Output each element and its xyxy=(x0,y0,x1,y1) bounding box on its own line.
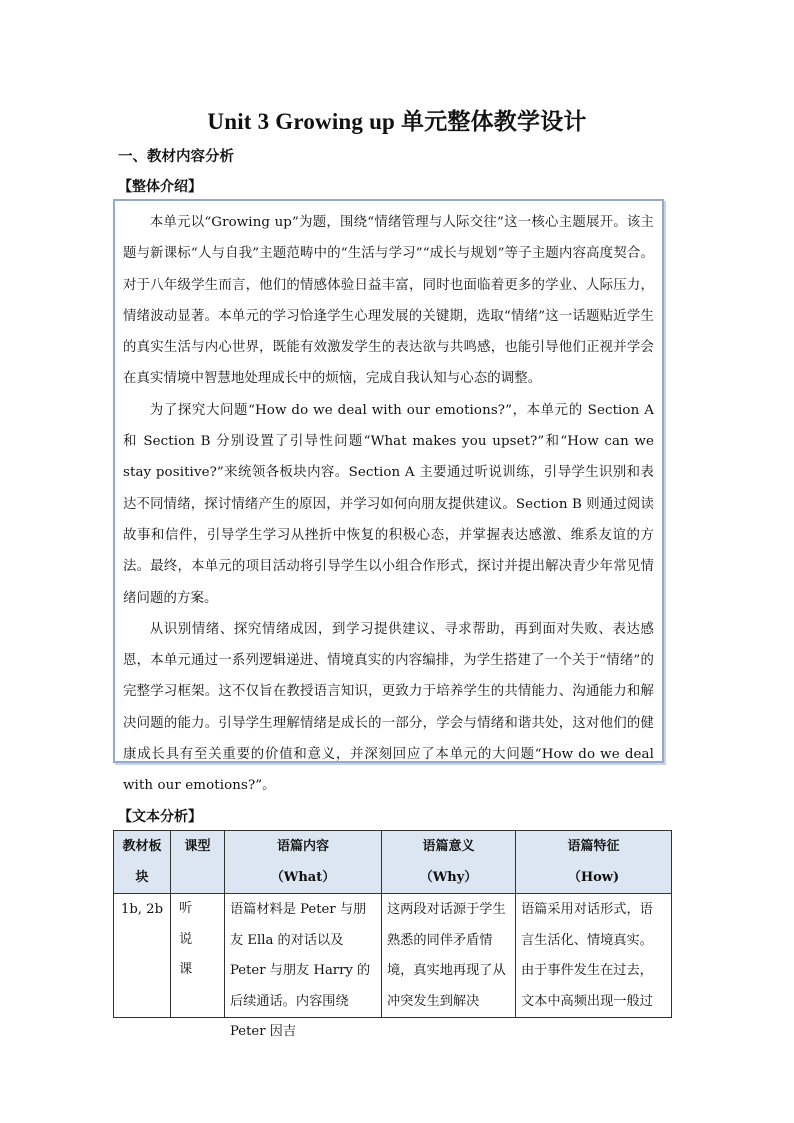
cell-how: 语篇采用对话形式，语言生活化、情境真实。由于事件发生在过去，文本中高频出现一般过 xyxy=(516,894,672,1018)
text-analysis-heading: 【文本分析】 xyxy=(118,809,202,825)
cell-lesson-type: 听说课 xyxy=(171,894,225,1018)
header-section: 教材板块 xyxy=(114,831,171,894)
table-row xyxy=(114,894,672,1018)
cell-why: 这两段对话源于学生熟悉的同伴矛盾情境，真实地再现了从冲突发生到解决 xyxy=(382,894,516,1018)
document-title: Unit 3 Growing up 单元整体教学设计 xyxy=(207,109,587,134)
header-why: 语篇意义 （Why） xyxy=(382,831,516,894)
cell-what: 语篇材料是 Peter 与朋友 Ella 的对话以及 Peter 与朋友 Harry 的后续通话。内容围绕 Peter 因吉 xyxy=(225,894,382,1018)
header-type: 课型 xyxy=(171,831,225,894)
header-how: 语篇特征 （How) xyxy=(516,831,672,894)
intro-paragraph: 为了探究大问题“How do we deal with our emotions?”，本单元的 Section A 和 Section B 分别设置了引导性问题“What makes you upset?”和“How can we stay positive?”来统领各板块内容。Section A 主要通过听说训练，引导学生识别和表达不同情绪，探讨情绪产生的原因，并学习如何向朋友提供建议。Section B 则通过阅读故事和信件，引导学生学习从挫折中恢复的积极心态，并掌握表达感激、维系友谊的方法。最终，本单元的项目活动将引导学生以小组合作形式，探讨并提出解决青少年常见情绪问题的方案。 xyxy=(123,402,654,606)
text-analysis-table xyxy=(113,830,672,1039)
table-header-row xyxy=(114,831,672,894)
intro-box xyxy=(113,199,664,794)
intro-heading: 【整体介绍】 xyxy=(118,179,202,195)
intro-paragraph: 从识别情绪、探究情绪成因，到学习提供建议、寻求帮助，再到面对失败、表达感恩，本单元通过一系列逻辑递进、情境真实的内容编排，为学生搭建了一个关于“情绪”的完整学习框架。这不仅旨在教授语言知识，更致力于培养学生的共情能力、沟通能力和解决问题的能力。引导学生理解情绪是成长的一部分，学会与情绪和谐共处，这对他们的健康成长具有至关重要的价值和意义，并深刻回应了本单元的大问题“How do we deal with our emotions?”。 xyxy=(123,621,654,794)
intro-paragraph: 本单元以“Growing up”为题，围绕“情绪管理与人际交往”这一核心主题展开。该主题与新课标“人与自我”主题范畴中的“生活与学习”“成长与规划”等子主题内容高度契合。对于八年级学生而言，他们的情感体验日益丰富，同时也面临着更多的学业、人际压力，情绪波动显著。本单元的学习恰逢学生心理发展的关键期，选取“情绪”这一话题贴近学生的真实生活与内心世界，既能有效激发学生的表达欲与共鸣感，也能引导他们正视并学会在真实情境中智慧地处理成长中的烦恼，完成自我认知与心态的调整。 xyxy=(123,215,654,387)
section-heading: 一、教材内容分析 xyxy=(118,148,234,165)
header-what: 语篇内容 （What） xyxy=(225,831,382,894)
cell-section: 1b, 2b xyxy=(114,894,171,1018)
intro-text xyxy=(123,207,654,802)
